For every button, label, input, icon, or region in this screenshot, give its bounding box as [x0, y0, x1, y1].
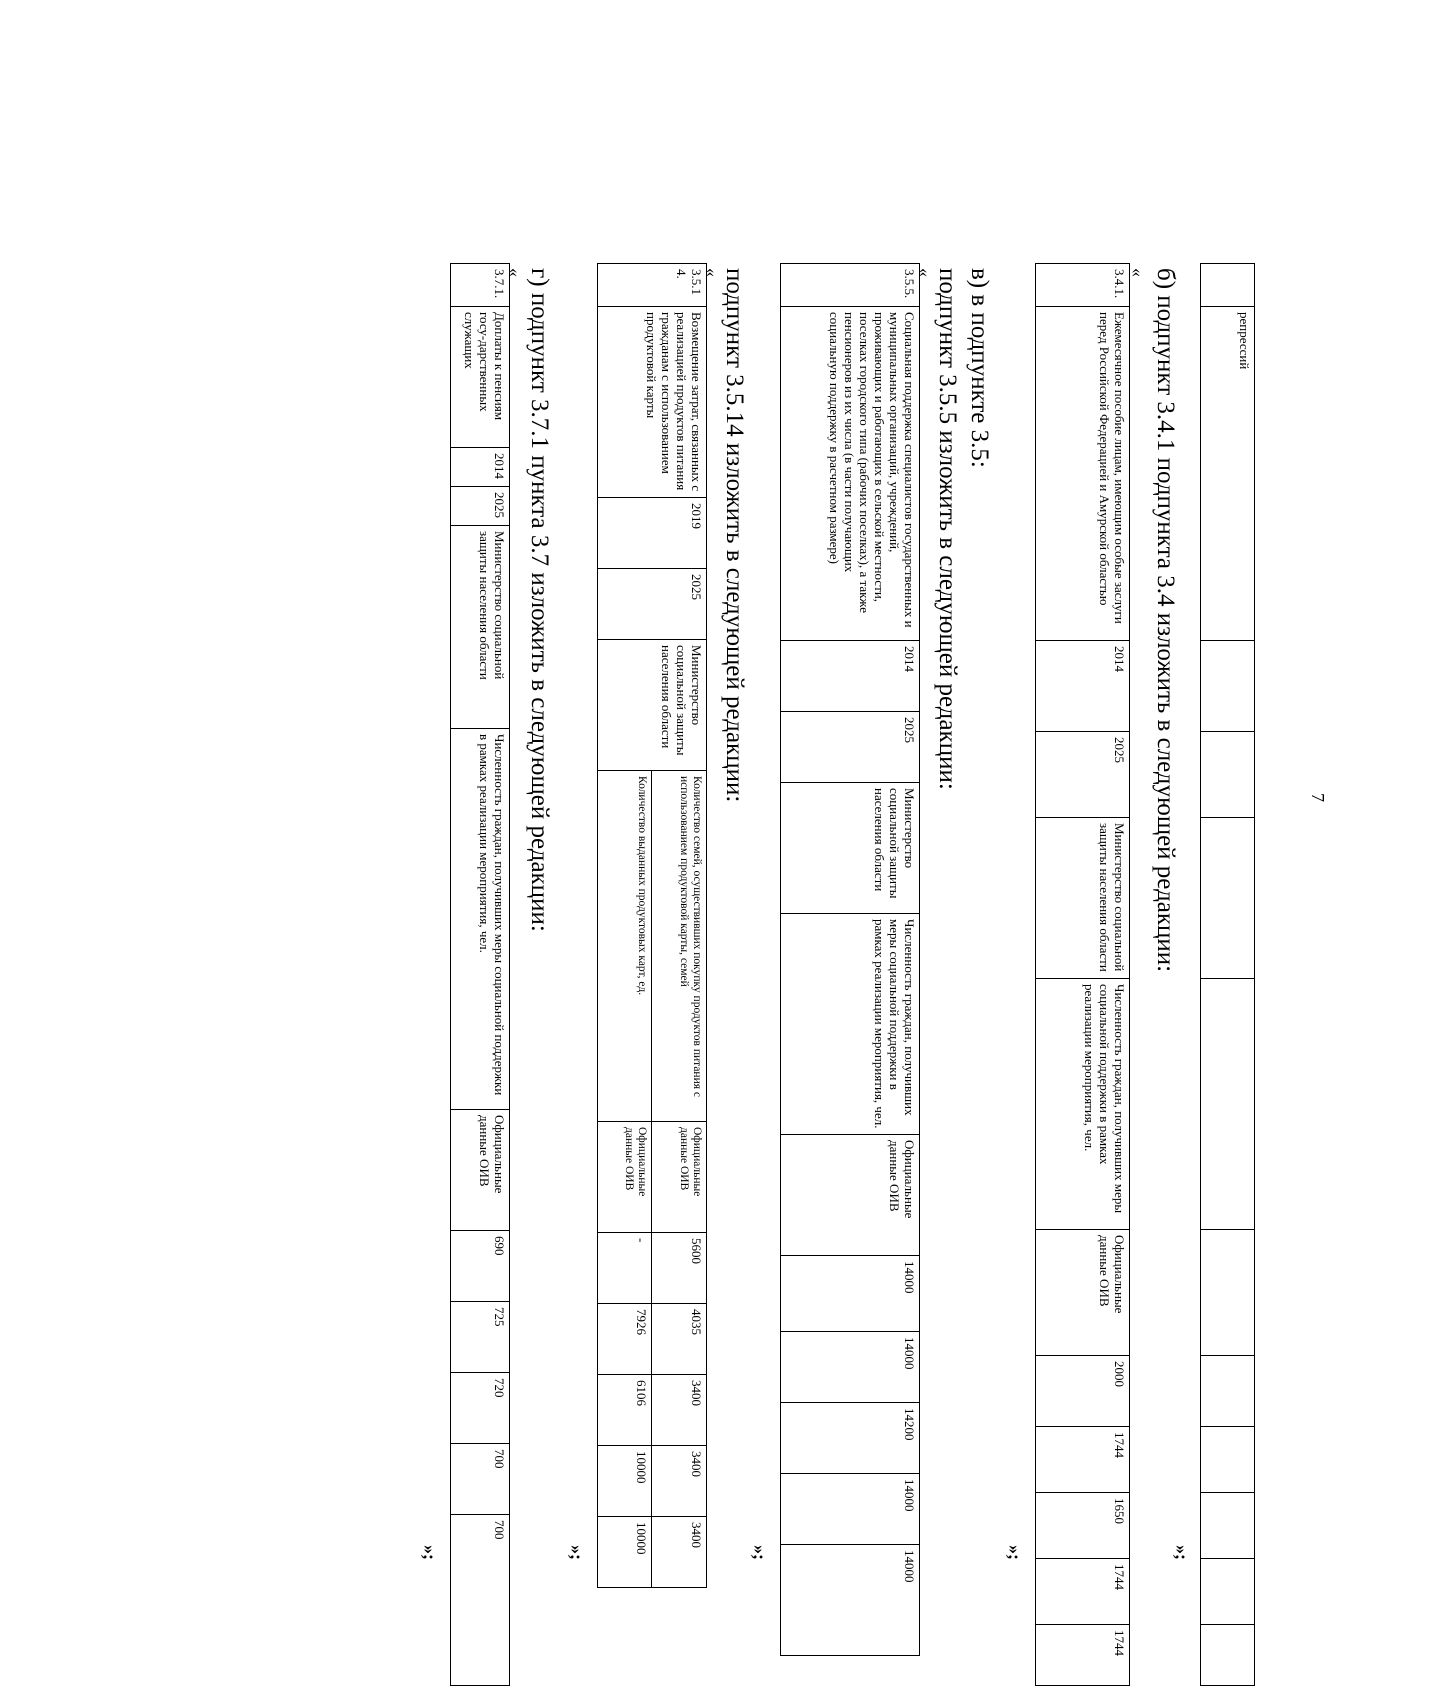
- value: 14200: [781, 1403, 920, 1474]
- table-cell: [1201, 264, 1255, 307]
- heading-v14: подпункт 3.5.14 изложить в следующей редакции:: [721, 268, 748, 803]
- row-number: 3.5.14.: [598, 264, 707, 307]
- start-year: 2014: [781, 641, 920, 712]
- table-3-7-1: [450, 263, 510, 1686]
- heading-g: г) подпункт 3.7.1 пункта 3.7 изложить в следующей редакции:: [526, 268, 553, 932]
- source: Официальные данные ОИВ: [598, 1122, 653, 1233]
- opening-quote: «: [702, 268, 722, 277]
- closing-quote: »;: [420, 1545, 440, 1560]
- start-year: 2014: [451, 448, 510, 487]
- table-cell: [1201, 641, 1255, 732]
- measure-name: Социальная поддержка специалистов государственных и муниципальных организаций, учреждений, проживающих и работающих в сельской местности, поселках городского типа (рабочих поселках), а также пенсионеров из их числа (в части получающих социальную поддержку в расчетном размере): [781, 307, 920, 641]
- table-row: [1036, 264, 1130, 1686]
- value: 4035: [652, 1304, 707, 1375]
- executor: Министерство социальной защиты населения области: [1036, 818, 1130, 979]
- source: Официальные данные ОИВ: [652, 1122, 707, 1233]
- value: 1650: [1036, 1493, 1130, 1559]
- table-cell: [1201, 732, 1255, 818]
- table-cell: [1201, 1427, 1255, 1493]
- measure-name: Доплаты к пенсиям госу-дарственных служащих: [451, 307, 510, 448]
- value: 1744: [1036, 1625, 1130, 1686]
- value: 14000: [781, 1474, 920, 1545]
- value: 3400: [652, 1517, 707, 1588]
- value: 700: [451, 1444, 510, 1515]
- indicator: Количество семей, осуществивших покупку продуктов питания с использованием продуктовой карты, семей: [652, 771, 707, 1122]
- document-page: [240, 0, 1440, 1699]
- value: 700: [451, 1515, 510, 1686]
- value: 1744: [1036, 1427, 1130, 1493]
- closing-quote: »;: [1172, 1545, 1192, 1560]
- value: 690: [451, 1231, 510, 1302]
- end-year: 2025: [1036, 732, 1130, 818]
- value: 10000: [598, 1446, 653, 1517]
- table-row: [1201, 264, 1255, 1686]
- value: 7926: [598, 1304, 653, 1375]
- indicator: Численность граждан, получивших меры социальной поддержки в рамках реализации мероприятия, чел.: [451, 729, 510, 1110]
- indicator: Численность граждан, получивших меры социальной поддержки в рамках реализации мероприятия, чел.: [781, 914, 920, 1135]
- table-cell: [1201, 1493, 1255, 1559]
- table-top: [1200, 263, 1255, 1686]
- source: Официальные данные ОИВ: [781, 1135, 920, 1256]
- end-year: 2025: [451, 487, 510, 526]
- row-number: 3.5.5.: [781, 264, 920, 307]
- executor: Министерство социальной защиты населения области: [598, 640, 707, 771]
- value: 6106: [598, 1375, 653, 1446]
- source: Официальные данные ОИВ: [1036, 1230, 1130, 1356]
- value: 14000: [781, 1332, 920, 1403]
- closing-quote: »;: [750, 1545, 770, 1560]
- value: 5600: [652, 1233, 707, 1304]
- closing-quote: »;: [1005, 1545, 1025, 1560]
- table-cell: [1201, 979, 1255, 1230]
- row-number: 3.4.1.: [1036, 264, 1130, 307]
- page-number: 7: [1308, 793, 1328, 802]
- value: 14000: [781, 1545, 920, 1656]
- value: -: [598, 1233, 653, 1304]
- value: 720: [451, 1373, 510, 1444]
- end-year: 2025: [598, 569, 707, 640]
- indicator: Численность граждан, получивших меры социальной поддержки в рамках реализации мероприятия, чел.: [1036, 979, 1130, 1230]
- source: Официальные данные ОИВ: [451, 1110, 510, 1231]
- table-3-5-5: [780, 263, 920, 1656]
- start-year: 2019: [598, 498, 707, 569]
- measure-name: Ежемесячное пособие лицам, имеющим особые заслуги перед Российской Федерацией и Амурской областью: [1036, 307, 1130, 641]
- opening-quote: «: [1128, 268, 1148, 277]
- table-row: [781, 264, 920, 1656]
- executor: Министерство социальной защиты населения области: [451, 526, 510, 729]
- table-cell: [1201, 1559, 1255, 1625]
- table-3-5-14: [597, 263, 707, 1588]
- table-row: [652, 264, 707, 1588]
- value: 10000: [598, 1517, 653, 1588]
- table-cell: [1201, 1230, 1255, 1356]
- table-row: [451, 264, 510, 1686]
- row-number: 3.7.1.: [451, 264, 510, 307]
- start-year: 2014: [1036, 641, 1130, 732]
- table-cell: репрессий: [1201, 307, 1255, 641]
- indicator: Количество выданных продуктовых карт, ед.: [598, 771, 653, 1122]
- heading-b: б) подпункт 3.4.1 подпункта 3.4 изложить в следующей редакции:: [1152, 268, 1179, 973]
- value: 2000: [1036, 1356, 1130, 1427]
- table-cell: [1201, 1356, 1255, 1427]
- opening-quote: «: [505, 268, 525, 277]
- closing-quote: »;: [567, 1545, 587, 1560]
- heading-v2: подпункт 3.5.5 изложить в следующей редакции:: [934, 268, 961, 790]
- table-3-4-1: [1035, 263, 1130, 1686]
- measure-name: Возмещение затрат, связанных с реализацией продуктов питания гражданам с использованием продуктовой карты: [598, 307, 707, 498]
- value: 725: [451, 1302, 510, 1373]
- table-cell: [1201, 1625, 1255, 1686]
- value: 3400: [652, 1446, 707, 1517]
- executor: Министерство социальной защиты населения области: [781, 783, 920, 914]
- table-cell: [1201, 818, 1255, 979]
- heading-v1: в) в подпункте 3.5:: [966, 268, 993, 468]
- end-year: 2025: [781, 712, 920, 783]
- value: 3400: [652, 1375, 707, 1446]
- value: 14000: [781, 1256, 920, 1332]
- value: 1744: [1036, 1559, 1130, 1625]
- opening-quote: «: [915, 268, 935, 277]
